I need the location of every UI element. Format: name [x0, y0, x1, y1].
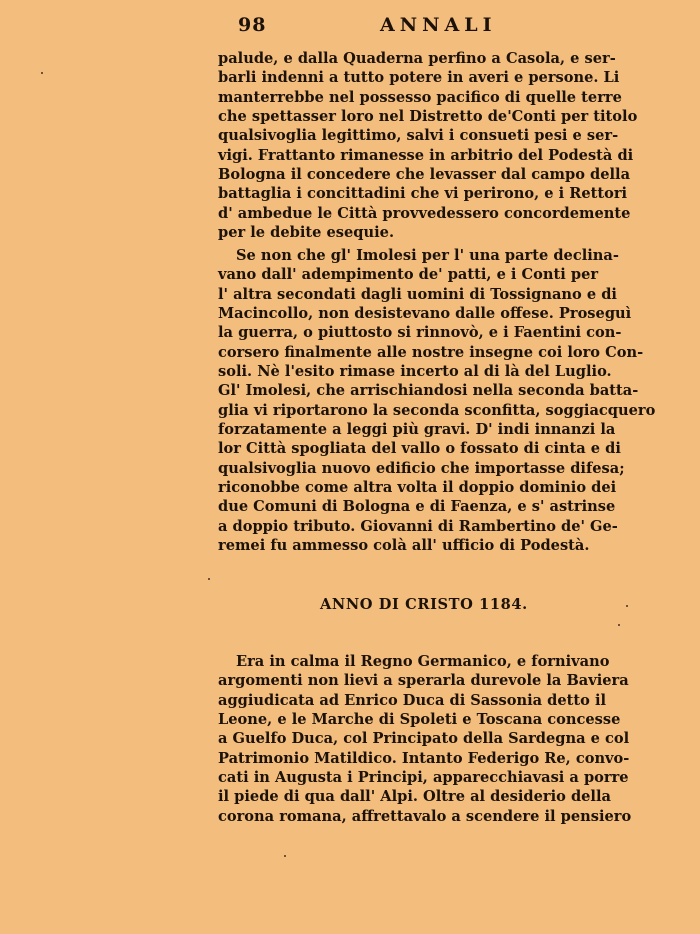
text-line: corsero finalmente alle nostre insegne coi loro Con- — [218, 343, 644, 361]
text-line: l' altra secondati dagli uomini di Tossignano e di — [218, 285, 617, 303]
running-title: ANNALI — [380, 14, 497, 36]
paper-speck — [626, 605, 628, 607]
paper-speck — [618, 624, 620, 626]
text-line: remei fu ammesso colà all' ufficio di Podestà. — [218, 537, 590, 555]
text-line: manterrebbe nel possesso pacifico di quelle terre — [218, 88, 622, 106]
text-line: Macincollo, non desistevano dalle offese. Proseguì — [218, 305, 632, 323]
text-line: barli indenni a tutto potere in averi e persone. Li — [218, 69, 620, 87]
page-number: 98 — [238, 14, 267, 36]
text-line: battaglia i concittadini che vi perirono, e i Rettori — [218, 185, 628, 203]
text-line: riconobbe come altra volta il doppio dominio dei — [218, 479, 617, 497]
text-line: vigi. Frattanto rimanesse in arbitrio del Podestà di — [218, 146, 634, 164]
paragraph-2 — [218, 246, 656, 556]
text-line: vano dall' adempimento de' patti, e i Conti per — [218, 266, 599, 284]
text-line: aggiudicata ad Enrico Duca di Sassonia detto il — [218, 691, 607, 709]
text-line: a doppio tributo. Giovanni di Rambertino de' Ge- — [218, 517, 618, 535]
text-line: il piede di qua dall' Alpi. Oltre al desiderio della — [218, 788, 611, 806]
text-line: a Guelfo Duca, col Principato della Sardegna e col — [218, 730, 630, 748]
text-line: lor Città spogliata del vallo o fossato di cinta e di — [218, 440, 621, 458]
text-line: qualsivoglia nuovo edificio che importasse difesa; — [218, 459, 625, 477]
text-line: Se non che gl' Imolesi per l' una parte declina- — [236, 247, 619, 264]
section-heading: ANNO DI CRISTO 1184. — [320, 596, 528, 613]
text-line: forzatamente a leggi più gravi. D' indi innanzi la — [218, 421, 616, 439]
text-line: glia vi riportarono la seconda sconfitta, soggiacquero — [218, 401, 656, 419]
text-line: che spettasser loro nel Distretto de'Conti per titolo — [218, 108, 638, 126]
text-line: d' ambedue le Città provvedessero concordemente — [218, 204, 631, 222]
paper-speck — [284, 855, 286, 857]
text-line: cati in Augusta i Principi, apparecchiavasi a porre — [218, 769, 629, 787]
text-line: palude, e dalla Quaderna perfino a Casola, e ser- — [218, 50, 616, 67]
text-line: due Comuni di Bologna e di Faenza, e s' astrinse — [218, 498, 616, 516]
paragraph-1 — [218, 49, 648, 242]
text-line: Patrimonio Matildico. Intanto Federigo Re, convo- — [218, 749, 630, 767]
text-line: corona romana, affrettavalo a scendere il pensiero — [218, 807, 632, 825]
page-header — [238, 14, 638, 44]
paper-speck — [41, 72, 43, 74]
text-line: la guerra, o piuttosto si rinnovò, e i Faentini con- — [218, 324, 622, 342]
text-line: argomenti non lievi a sperarla durevole la Baviera — [218, 672, 629, 690]
text-line: Leone, e le Marche di Spoleti e Toscana concesse — [218, 711, 621, 729]
paragraph-3 — [218, 652, 648, 826]
text-line: qualsivoglia legittimo, salvi i consueti pesi e ser- — [218, 127, 619, 145]
text-line: Era in calma il Regno Germanico, e fornivano — [236, 653, 610, 670]
text-line: soli. Nè l'esito rimase incerto al di là del Luglio. — [218, 363, 612, 381]
paper-speck — [208, 578, 210, 580]
text-line: per le debite esequie. — [218, 224, 395, 242]
text-line: Gl' Imolesi, che arrischiandosi nella seconda batta- — [218, 382, 639, 400]
text-line: Bologna il concedere che levasser dal campo della — [218, 166, 631, 184]
